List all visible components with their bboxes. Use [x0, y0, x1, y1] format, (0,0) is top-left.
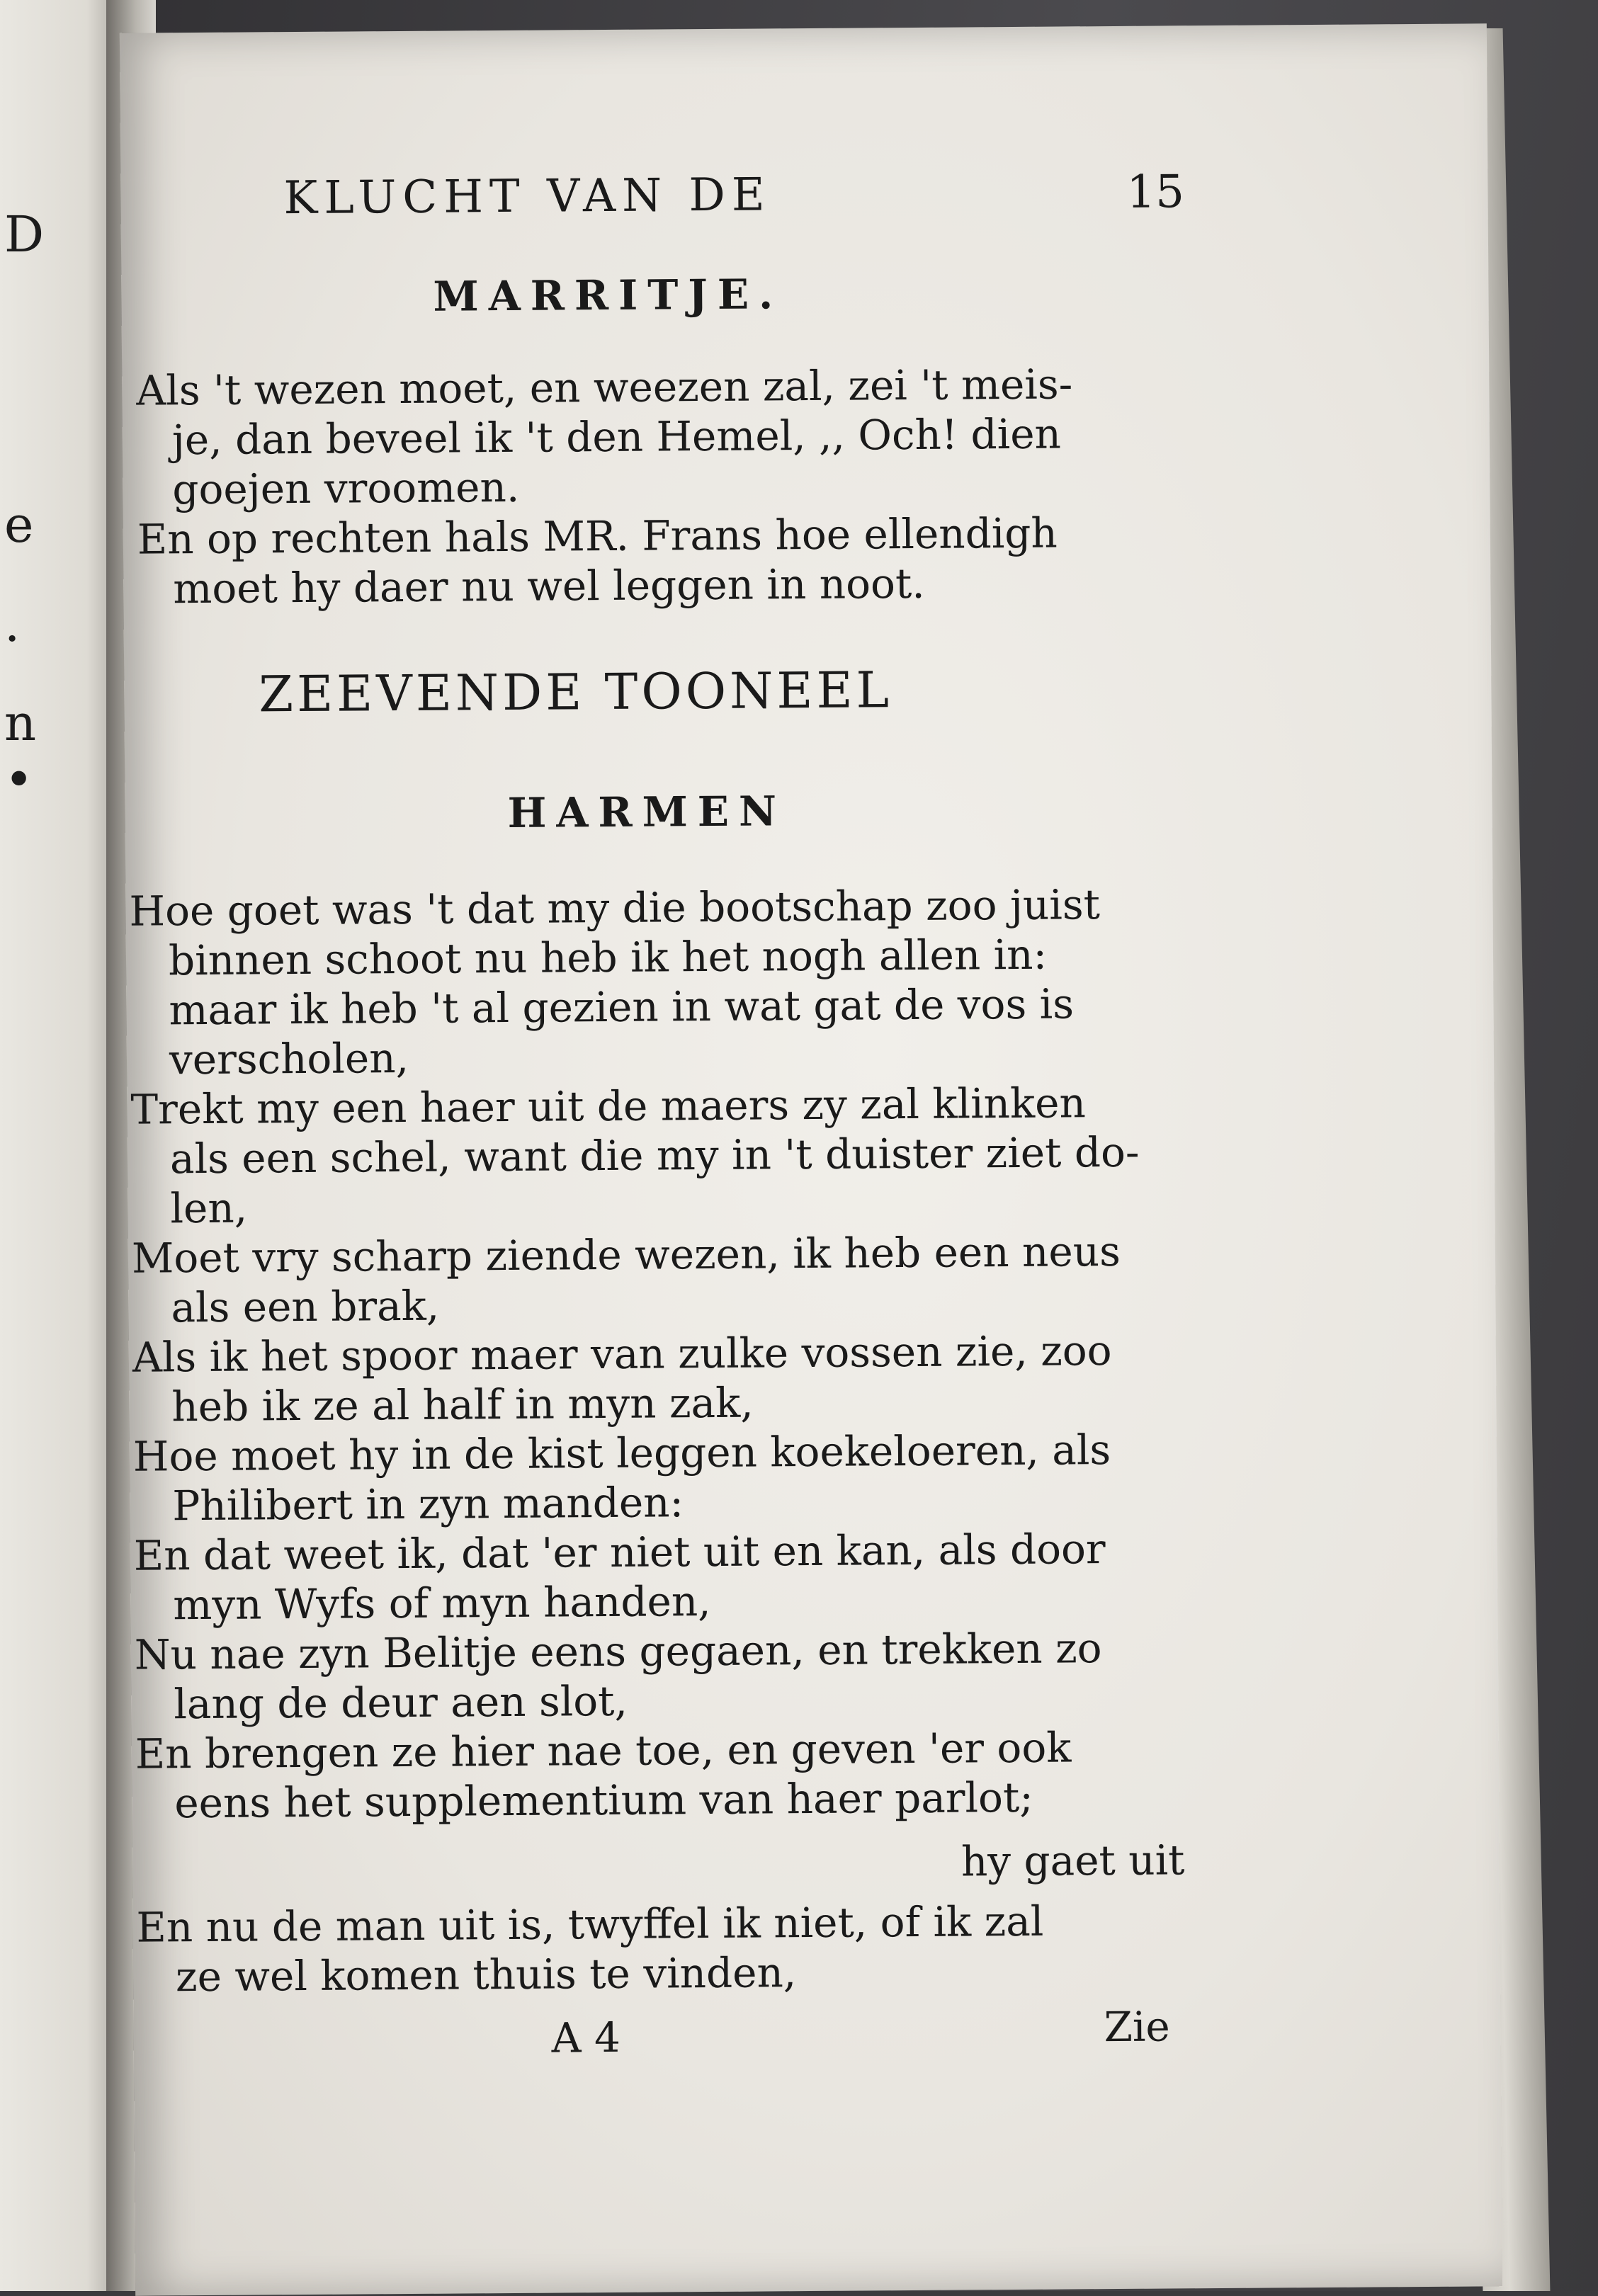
left-fragment: D: [4, 205, 45, 263]
verse-line: als een schel, want die my in 't duister ziet do-: [169, 1127, 1140, 1183]
verse-line: heb ik ze al half in myn zak,: [171, 1378, 754, 1431]
left-fragment: n: [4, 694, 37, 752]
verse-line: len,: [170, 1183, 248, 1233]
verse-line: maar ik heb 't al gezien in wat gat de vos is: [169, 979, 1075, 1035]
speaker-name: MARRITJE.: [433, 270, 783, 321]
verse-line: goejen vroomen.: [172, 462, 520, 514]
running-title: KLUCHT VAN DE: [283, 169, 771, 225]
verse-line: binnen schoot nu heb ik het nogh allen in:: [168, 930, 1048, 985]
verse-line: En op rechten hals MR. Frans hoe ellendigh: [137, 508, 1058, 564]
verse-line: Als ik het spoor maer van zulke vossen zie, zoo: [132, 1326, 1112, 1382]
verse-line: moet hy daer nu wel leggen in noot.: [173, 559, 925, 613]
left-fragment: •: [4, 751, 34, 809]
verse-line: Hoe moet hy in de kist leggen koekeloeren, als: [132, 1426, 1111, 1481]
scene-heading: ZEEVENDE TOONEEL: [259, 661, 893, 724]
signature-mark: A 4: [551, 2013, 621, 2062]
verse-line: En nu de man uit is, twyffel ik niet, of ik zal: [136, 1897, 1044, 1952]
verse-line: Philibert in zyn manden:: [172, 1478, 684, 1530]
verse-line: Nu nae zyn Belitje eens gegaen, en trekken zo: [134, 1624, 1102, 1679]
verse-line: lang de deur aen slot,: [174, 1676, 628, 1729]
left-page-edge: [0, 0, 124, 2291]
page-number: 15: [1126, 166, 1185, 219]
verse-line: Hoe goet was 't dat my die bootschap zoo juist: [129, 880, 1101, 936]
book-page: [120, 23, 1502, 2295]
verse-line: ze wel komen thuis te vinden,: [175, 1948, 797, 2001]
verse-line: eens het supplementium van haer parlot;: [174, 1773, 1034, 1828]
verse-line: als een brak,: [171, 1281, 440, 1332]
verse-line: En brengen ze hier nae toe, en geven 'er ook: [135, 1723, 1072, 1778]
speaker-name: HARMEN: [507, 787, 787, 837]
catchword: Zie: [1104, 2002, 1170, 2052]
verse-line: En dat weet ik, dat 'er niet uit en kan, als door: [133, 1525, 1106, 1580]
left-fragment: e: [4, 496, 34, 554]
verse-line: myn Wyfs of myn handen,: [173, 1577, 711, 1630]
stage-direction: hy gaet uit: [960, 1836, 1185, 1886]
left-fragment: .: [4, 595, 21, 653]
verse-line: verscholen,: [169, 1033, 409, 1084]
verse-line: Moet vry scharp ziende wezen, ik heb een neus: [131, 1227, 1121, 1283]
verse-line: Als 't wezen moet, en weezen zal, zei 't meis-: [136, 360, 1073, 415]
verse-line: Trekt my een haer uit de maers zy zal klinken: [130, 1079, 1087, 1134]
verse-line: je, dan beveel ik 't den Hemel, ,, Och! dien: [171, 409, 1062, 465]
